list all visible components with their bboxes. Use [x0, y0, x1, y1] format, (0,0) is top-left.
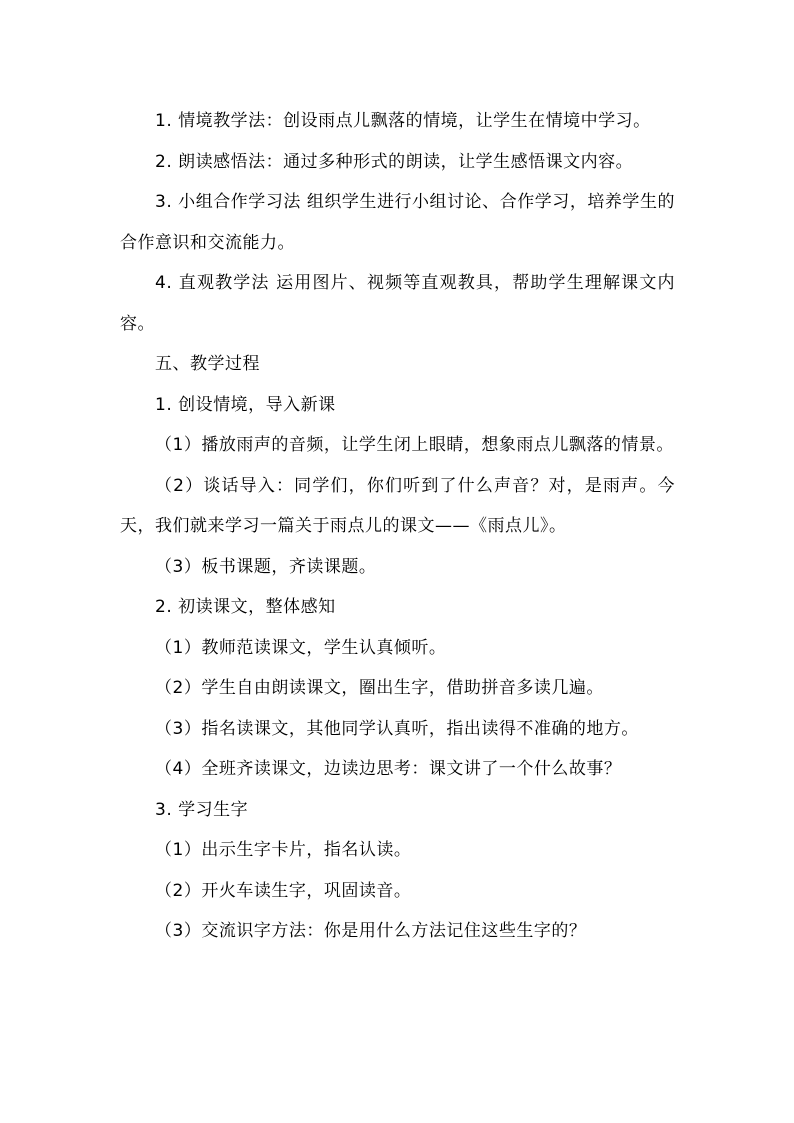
method-reading-comprehension: 2. 朗读感悟法：通过多种形式的朗读，让学生感悟课文内容。	[155, 151, 634, 172]
step-2-item-2: （2）学生自由朗读课文，圈出生字，借助拼音多读几遍。	[155, 678, 604, 698]
step-3-item-1: （1）出示生字卡片，指名认读。	[155, 840, 412, 860]
step-1-heading: 1. 创设情境，导入新课	[155, 394, 336, 415]
step-2-heading: 2. 初读课文，整体感知	[155, 597, 336, 617]
method-visual-teaching: 4. 直观教学法 运用图片、视频等直观教具，帮助学生理解课文内容。	[120, 273, 675, 334]
step-1-item-3: （3）板书课题，齐读课题。	[155, 556, 377, 577]
step-1-item-2: （2）谈话导入：同学们，你们听到了什么声音？对，是雨声。今天，我们就来学习一篇关于雨点儿的课文——《雨点儿》。	[120, 475, 675, 536]
document-body	[120, 101, 675, 952]
step-2-item-1: （1）教师范读课文，学生认真倾听。	[155, 637, 447, 658]
step-2-item-3: （3）指名读课文，其他同学认真听，指出读得不准确的地方。	[155, 718, 639, 739]
step-3-item-3: （3）交流识字方法：你是用什么方法记住这些生字的？	[155, 921, 587, 941]
step-2-item-4: （4）全班齐读课文，边读边思考：课文讲了一个什么故事？	[155, 759, 622, 779]
step-1-item-1: （1）播放雨声的音频，让学生闭上眼睛，想象雨点儿飘落的情景。	[155, 435, 674, 455]
method-group-cooperation: 3. 小组合作学习法 组织学生进行小组讨论、合作学习，培养学生的合作意识和交流能力。	[120, 192, 675, 253]
section-heading-teaching-process: 五、教学过程	[155, 354, 260, 374]
step-3-heading: 3. 学习生字	[155, 799, 249, 820]
method-situational-teaching: 1. 情境教学法：创设雨点儿飘落的情境，让学生在情境中学习。	[155, 111, 651, 131]
step-3-item-2: （2）开火车读生字，巩固读音。	[155, 880, 412, 901]
